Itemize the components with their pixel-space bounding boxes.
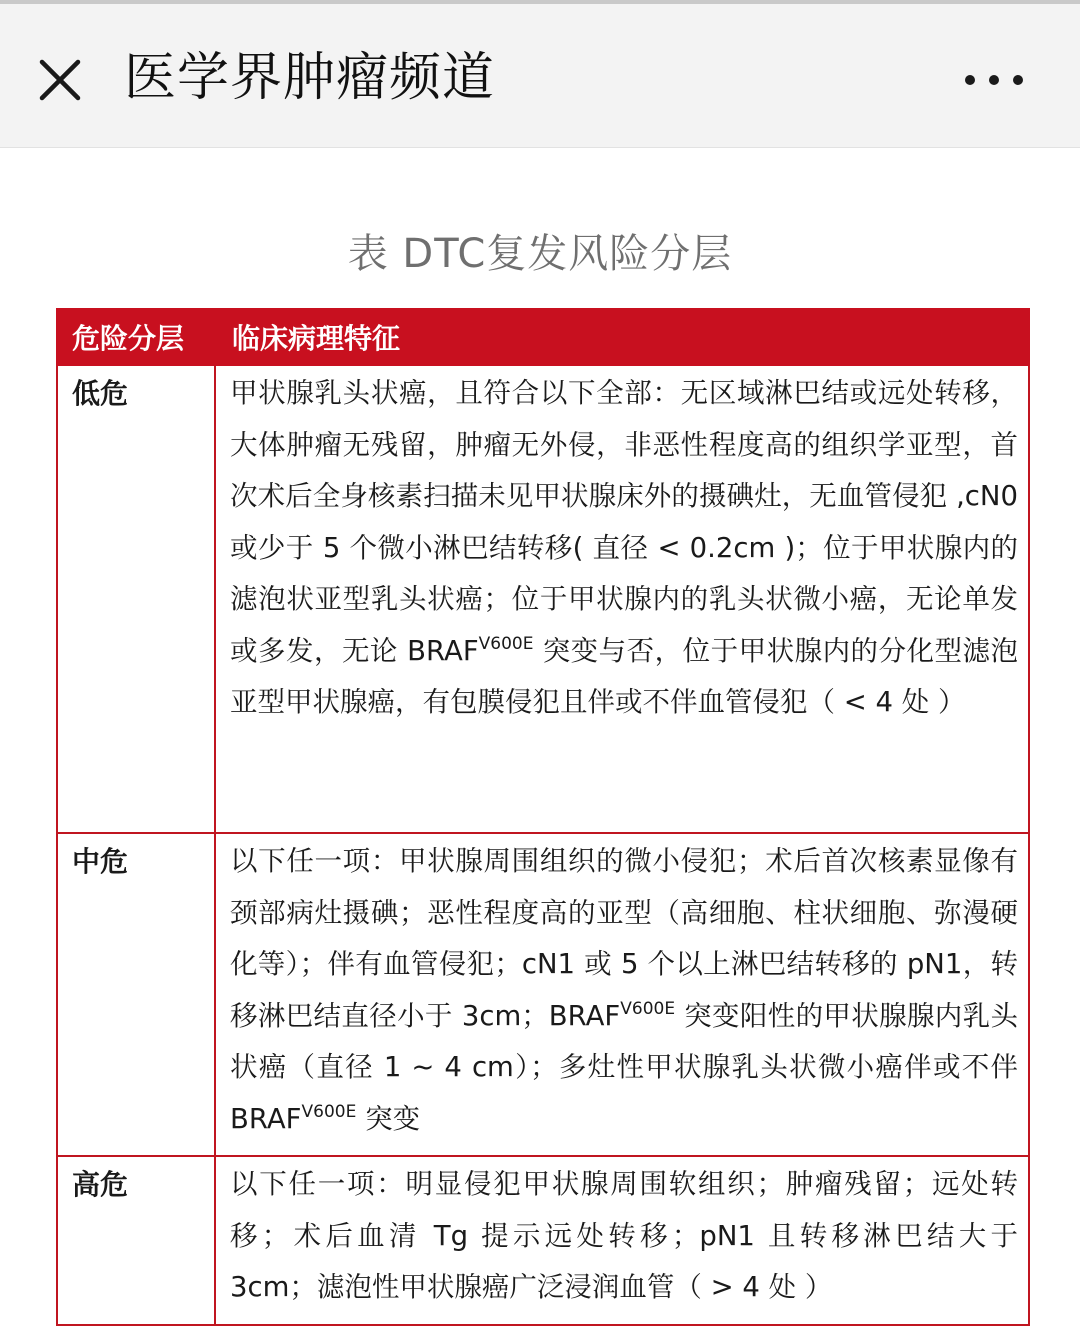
risk-description-high [215,1156,1029,1325]
table-row [57,1156,1029,1325]
table-header-row [57,309,1029,365]
superscript: V600E [620,998,676,1019]
close-button[interactable] [30,50,90,110]
risk-level-high: 高危 [57,1156,215,1325]
app-header [0,4,1080,148]
description-text: 甲状腺乳头状癌，且符合以下全部：无区域淋巴结或远处转移，大体肿瘤无残留，肿瘤无外侵，非恶性程度高的组织学亚型，首次术后全身核素扫描未见甲状腺床外的摄碘灶，无血管侵犯 ,cN0 或少于 5 个微小淋巴结转移( 直径 < 0.2cm )；位于甲状腺内的滤泡状亚型乳头状癌；位于甲状腺内的乳头状微小癌，无论单发或多发，无论 BRAF [230,377,1018,667]
header-risk-level: 危险分层 [57,309,215,365]
description-text: 以下任一项：明显侵犯甲状腺周围软组织；肿瘤残留；远处转移；术后血清 Tg 提示远处转移；pN1 且转移淋巴结大于 3cm；滤泡性甲状腺癌广泛浸润血管（ > 4 处 ） [230,1168,1018,1303]
risk-description-medium [215,833,1029,1156]
close-icon [30,50,90,110]
page-title: 医学界肿瘤频道 [124,48,496,108]
header-clinical-features: 临床病理特征 [215,309,1029,365]
description-text: 以下任一项：甲状腺周围组织的微小侵犯；术后首次核素显像有颈部病灶摄碘；恶性程度高的亚型（高细胞、柱状细胞、弥漫硬化等）；伴有血管侵犯；cN1 或 5 个以上淋巴结转移的 pN1，转移淋巴结直径小于 3cm；BRAF [230,845,1018,1032]
risk-stratification-table [56,308,1030,1326]
superscript: V600E [478,633,534,654]
more-dots-icon [956,60,1036,100]
description-text: 突变阳性的甲状腺腺内乳头状癌（直径 1 ~ 4 cm）；多灶性甲状腺乳头状微小癌伴或不伴 BRAF [230,999,1018,1135]
table-row [57,833,1029,1156]
table-caption: 表 DTC复发风险分层 [347,231,733,277]
table-row [57,365,1029,833]
risk-level-medium: 中危 [57,833,215,1156]
risk-description-low [215,365,1029,833]
description-text: 突变 [356,1102,421,1135]
more-button[interactable] [956,60,1036,100]
superscript: V600E [301,1101,357,1122]
risk-level-low: 低危 [57,365,215,833]
description-text: 突变与否，位于甲状腺内的分化型滤泡亚型甲状腺癌，有包膜侵犯且伴或不伴血管侵犯（ < 4 处 ） [230,634,1018,718]
